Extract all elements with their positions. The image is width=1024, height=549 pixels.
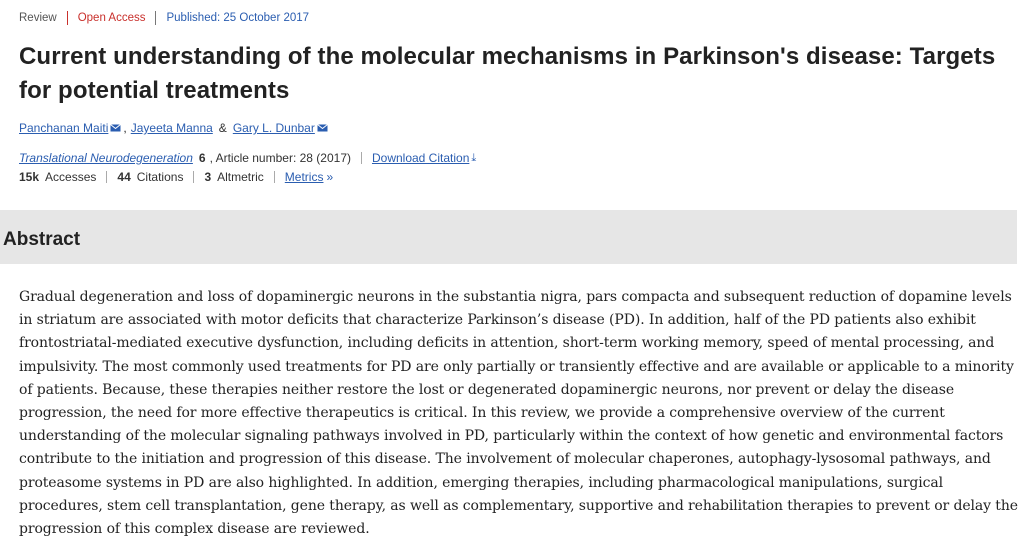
citations-count: 44	[117, 170, 131, 184]
metrics-row	[19, 170, 333, 184]
article-type: Review	[19, 12, 57, 24]
author-link[interactable]: Jayeeta Manna	[130, 121, 213, 135]
accesses-label: Accesses	[45, 170, 97, 184]
article-number: , Article number: 28 (2017)	[209, 151, 351, 165]
divider	[67, 11, 68, 25]
divider	[193, 171, 194, 183]
abstract-heading: Abstract	[3, 229, 81, 250]
metrics-link[interactable]: Metrics	[284, 170, 324, 184]
divider	[106, 171, 107, 183]
divider	[274, 171, 275, 183]
article-title: Current understanding of the molecular mechanisms in Parkinson's disease: Targets for potential treatments	[19, 43, 996, 104]
altmetric-count: 3	[204, 170, 212, 184]
divider	[155, 11, 156, 25]
altmetric-label: Altmetric	[217, 170, 264, 184]
abstract-header-bar	[0, 210, 1017, 264]
article-meta-row	[19, 11, 309, 25]
author-link[interactable]: Gary L. Dunbar	[232, 121, 315, 135]
accesses-count: 15k	[19, 170, 40, 184]
citations-label: Citations	[136, 170, 184, 184]
email-icon[interactable]	[110, 124, 121, 132]
author-link[interactable]: Panchanan Maiti	[19, 121, 109, 135]
email-icon[interactable]	[317, 124, 328, 132]
chevron-right-icon[interactable]: »	[326, 170, 334, 184]
download-icon[interactable]: ⤓	[471, 151, 477, 164]
published-date: Published: 25 October 2017	[166, 12, 310, 24]
download-citation-link[interactable]: Download Citation	[371, 151, 470, 165]
journal-info-row	[19, 151, 476, 165]
open-access-badge: Open Access	[77, 12, 146, 24]
author-list: Panchanan Maiti , Jayeeta Manna & Gary L. Dunbar	[19, 121, 334, 135]
author-separator: &	[218, 121, 227, 135]
abstract-text: Gradual degeneration and loss of dopaminergic neurons in the substantia nigra, pars compacta and subsequent reduction of dopamine levels in striatum are associated with motor deficits that characterize Parkinson’s disease (PD). In addition, half of the PD patients also exhibit frontostriatal-mediated executive dysfunction, including deficits in attention, short-term working memory, speed of mental processing, and impulsivity. The most commonly used treatments for PD are only partially or transiently effective and are available or applicable to a minority of patients. Because, these therapies neither restore the lost or degenerated dopaminergic neurons, nor prevent or delay the disease progression, the need for more effective therapeutics is critical. In this review, we provide a comprehensive overview of the current understanding of the molecular signaling pathways involved in PD, particularly within the context of how genetic and environmental factors contribute to the initiation and progression of this disease. The involvement of molecular chaperones, autophagy-lysosomal pathways, and proteasome systems in PD are also highlighted. In addition, emerging therapies, including pharmacological manipulations, surgical procedures, stem cell transplantation, gene therapy, as well as complementary, supportive and rehabilitation therapies to prevent or delay the progression of this complex disease are reviewed.	[19, 289, 1018, 538]
journal-link[interactable]: Translational Neurodegeneration	[19, 151, 193, 165]
journal-volume: 6	[198, 151, 206, 165]
divider	[361, 152, 362, 164]
